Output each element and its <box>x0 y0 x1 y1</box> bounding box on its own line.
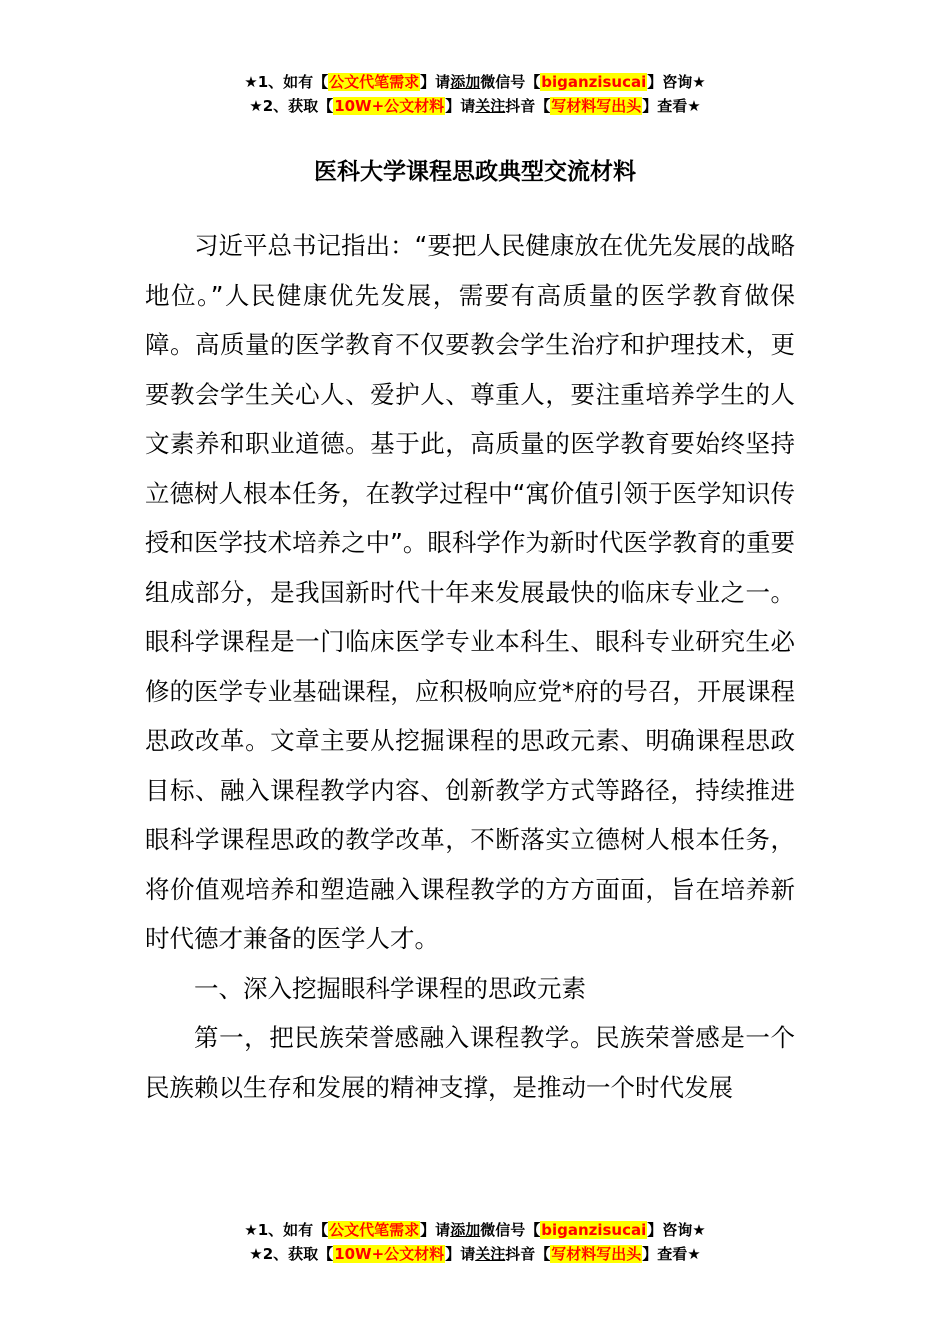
promo-highlight: 公文代笔需求 <box>329 1221 420 1239</box>
promo-text: 】请 <box>420 1221 451 1239</box>
promo-text: 】请 <box>420 73 451 91</box>
body-paragraph: 习近平总书记指出：“要把人民健康放在优先发展的战略地位。”人民健康优先发展，需要有高质量的医学教育做保障。高质量的医学教育不仅要教会学生治疗和护理技术，更要教会学生关心人、爱护人、尊重人，要注重培养学生的人文素养和职业道德。基于此，高质量的医学教育要始终坚持立德树人根本任务，在教学过程中“寓价值引领于医学知识传授和医学技术培养之中”。眼科学作为新时代医学教育的重要组成部分，是我国新时代十年来发展最快的临床专业之一。眼科学课程是一门临床医学专业本科生、眼科专业研究生必修的医学专业基础课程，应积极响应党*府的号召，开展课程思政改革。文章主要从挖掘课程的思政元素、明确课程思政目标、融入课程教学内容、创新教学方式等路径，持续推进眼科学课程思政的教学改革，不断落实立德树人根本任务，将价值观培养和塑造融入课程教学的方方面面，旨在培养新时代德才兼备的医学人才。 <box>145 231 795 953</box>
promo-underlined-text: 关注 <box>475 97 506 115</box>
promo-underlined-text: 添加 <box>450 1221 481 1239</box>
promo-text: 】请 <box>445 97 476 115</box>
promo-highlight: 写材料写出头 <box>551 97 642 115</box>
promo-text: 微信号【 <box>480 73 541 91</box>
document-title: 医科大学课程思政典型交流材料 <box>314 159 636 185</box>
promo-text: ★2、获取【 <box>249 97 334 115</box>
promo-text: ★2、获取【 <box>249 1245 334 1263</box>
promo-text: 抖音【 <box>505 97 551 115</box>
promo-text: 】咨询★ <box>647 1221 706 1239</box>
promo-text: 】咨询★ <box>647 73 706 91</box>
header-promo-banner <box>0 70 950 118</box>
promo-text: ★1、如有【 <box>244 73 329 91</box>
promo-line-1 <box>0 1218 950 1242</box>
promo-line-1 <box>0 70 950 94</box>
promo-line-2 <box>0 1242 950 1266</box>
body-paragraph: 第一，把民族荣誉感融入课程教学。民族荣誉感是一个民族赖以生存和发展的精神支撑，是推动一个时代发展 <box>145 1023 795 1102</box>
section-heading: 一、深入挖掘眼科学课程的思政元素 <box>194 973 586 1003</box>
promo-text: 】查看★ <box>642 1245 701 1263</box>
footer-promo-banner <box>0 1218 950 1266</box>
promo-text: 】请 <box>445 1245 476 1263</box>
promo-underlined-text: 关注 <box>475 1245 506 1263</box>
promo-text: 微信号【 <box>480 1221 541 1239</box>
promo-highlight: 10W+公文材料 <box>334 1245 445 1263</box>
document-body <box>145 221 795 1112</box>
promo-highlight: 10W+公文材料 <box>334 97 445 115</box>
promo-highlight: 公文代笔需求 <box>329 73 420 91</box>
promo-text: 抖音【 <box>505 1245 551 1263</box>
promo-underlined-text: 添加 <box>450 73 481 91</box>
promo-text: 】查看★ <box>642 97 701 115</box>
promo-text: ★1、如有【 <box>244 1221 329 1239</box>
promo-highlight: 写材料写出头 <box>551 1245 642 1263</box>
promo-highlight: biganzisucai <box>541 1221 647 1239</box>
promo-highlight: biganzisucai <box>541 73 647 91</box>
promo-line-2 <box>0 94 950 118</box>
